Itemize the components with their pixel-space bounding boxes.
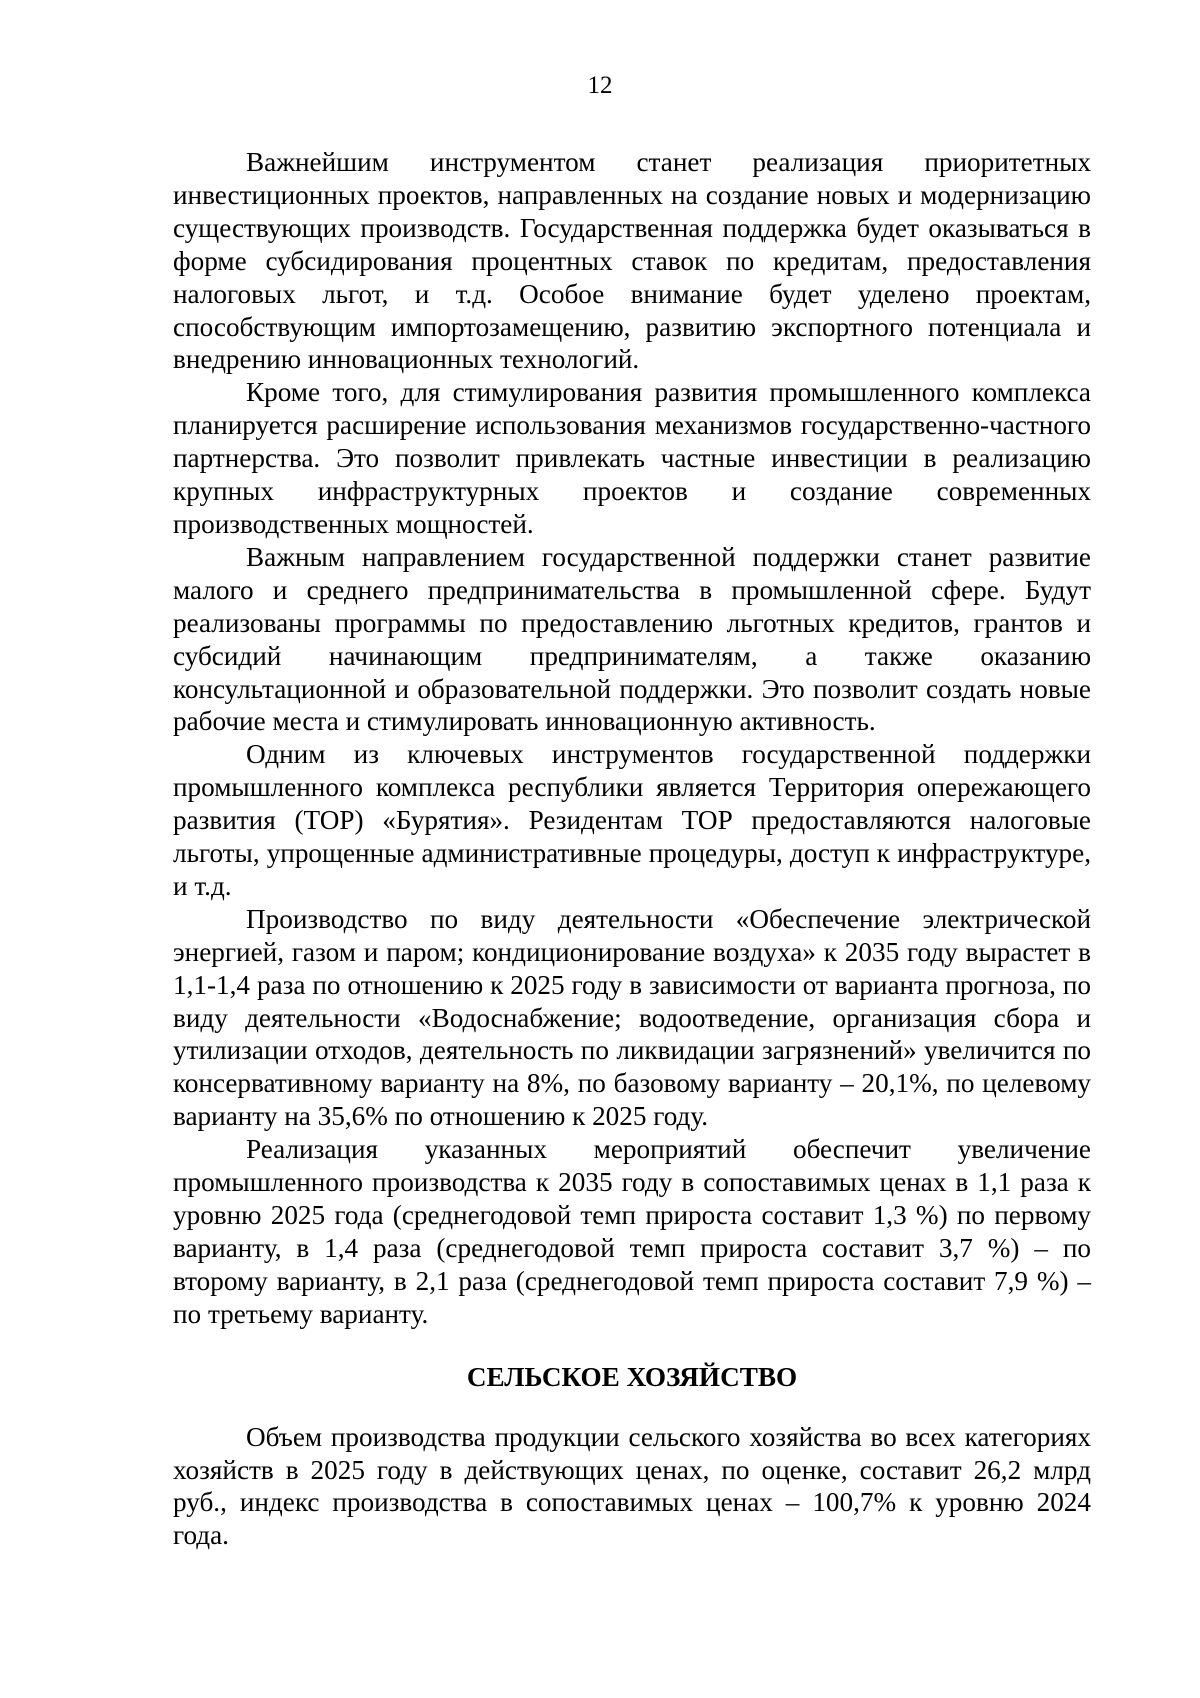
paragraph-agriculture-output: Объем производства продукции сельского хозяйства во всех категориях хозяйств в 2025 году в действующих ценах, по оценке, составит 26,2 млрд руб., индекс производства в сопоставимых ценах – 100,7% к уровню 2024 года.: [173, 1421, 1091, 1551]
document-body: [173, 146, 1091, 1552]
page-number: 12: [587, 72, 613, 99]
paragraph-tor-buryatia: Одним из ключевых инструментов государственной поддержки промышленного комплекса республики является Территория опережающего развития (ТОР) «Бурятия». Резидентам ТОР предоставляются налоговые льготы, упрощенные административные процедуры, доступ к инфраструктуре, и т.д.: [173, 739, 1091, 901]
paragraph-industrial-growth-forecast: Реализация указанных мероприятий обеспечит увеличение промышленного производства к 2035 году в сопоставимых ценах в 1,1 раза к уровню 2025 года (среднегодовой темп прироста составит 1,3 %) по первому варианту, в 1,4 раза (среднегодовой темп прироста составит 3,7 %) – по второму варианту, в 2,1 раза (среднегодовой темп прироста составит 7,9 %) – по третьему варианту.: [173, 1134, 1091, 1329]
paragraph-priority-projects: Важнейшим инструментом станет реализация приоритетных инвестиционных проектов, направленных на создание новых и модернизацию существующих производств. Государственная поддержка будет оказываться в форме субсидирования процентных ставок по кредитам, предоставления налоговых льгот, и т.д. Особое внимание будет уделено проектам, способствующим импортозамещению, развитию экспортного потенциала и внедрению инновационных технологий.: [173, 147, 1091, 375]
section-heading-agriculture: СЕЛЬСКОЕ ХОЗЯЙСТВО: [466, 1361, 798, 1392]
paragraph-public-private-partnership: Кроме того, для стимулирования развития промышленного комплекса планируется расширение использования механизмов государственно-частного партнерства. Это позволит привлекать частные инвестиции в реализацию крупных инфраструктурных проектов и создание современных производственных мощностей.: [173, 377, 1091, 539]
paragraph-small-business-support: Важным направлением государственной поддержки станет развитие малого и среднего предпринимательства в промышленной сфере. Будут реализованы программы по предоставлению льготных кредитов, грантов и субсидий начинающим предпринимателям, а также оказанию консультационной и образовательной поддержки. Это позволит создать новые рабочие места и стимулировать инновационную активность.: [173, 541, 1091, 737]
paragraph-energy-water-production: Производство по виду деятельности «Обеспечение электрической энергией, газом и паром; кондиционирование воздуха» к 2035 году вырастет в 1,1-1,4 раза по отношению к 2025 году в зависимости от варианта прогноза, по виду деятельности «Водоснабжение; водоотведение, организация сбора и утилизации отходов, деятельность по ликвидации загрязнений» увеличится по консервативному варианту на 8%, по базовому варианту – 20,1%, по целевому варианту на 35,6% по отношению к 2025 году.: [173, 903, 1091, 1132]
